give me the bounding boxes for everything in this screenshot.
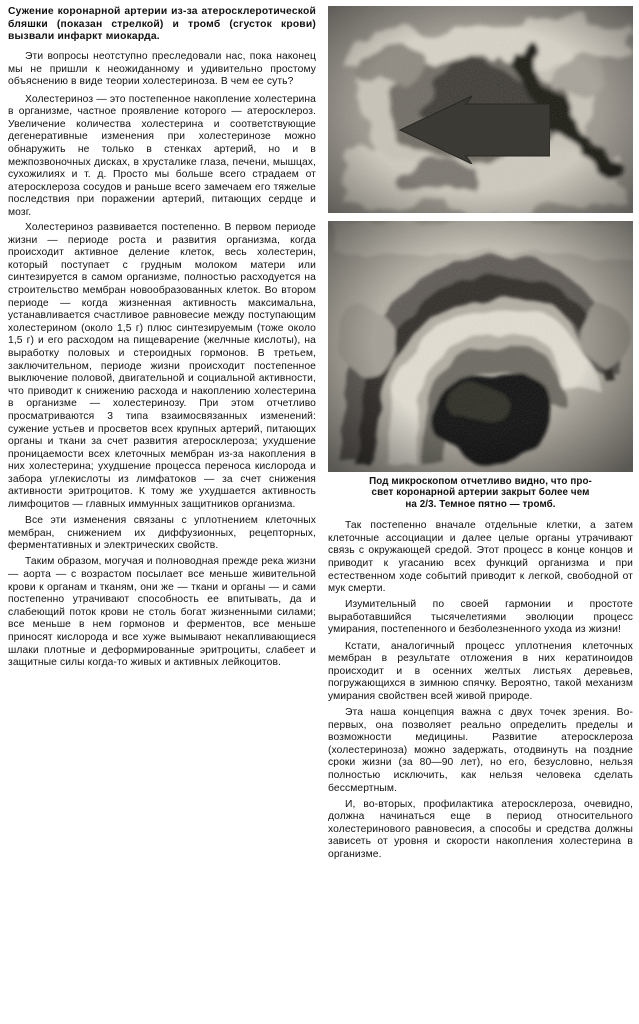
artery-photo-top	[328, 6, 633, 213]
right-column	[328, 6, 633, 862]
left-column	[8, 6, 316, 1018]
caption-line: свет коронарной артерии закрыт более чем	[371, 487, 590, 499]
figure-lead-caption: Сужение коронарной артерии из-за атеросклеротической бляшки (показан стрелкой) и тромб (сгусток крови) вызвали инфаркт миокарда.	[8, 6, 316, 43]
pointer-arrow-icon	[380, 94, 550, 164]
paragraph: Эта наша концепция важна с двух точек зрения. Во-первых, она позволяет реально определить пределы и возможности медицины. Развитие атеросклероза (холестериноза) можно задержать, отодвинуть на поздние сроки жизни (за 80—90 лет), но его, безусловно, нельзя полностью исключить, как нельзя человека сделать бессмертным.	[328, 707, 633, 794]
paragraph: Холестериноз — это постепенное накопление холестерина в организме, частное проявление которого — атеросклероз. Увеличение количества холестерина и соответствующие дегенеративные изменения при холестеринозе можно обнаружить не только в стенках артерий, но и в межпозвоночных дисках, в хрусталике глаза, печени, мышцах, сухожилиях и т. д. Просто мы больше всего страдаем от атеросклероза сосудов и раньше всего замечаем его тяжелые последствия при поражении артерий, питающих сердце и мозг.	[8, 93, 316, 218]
caption-line: Под микроскопом отчетливо видно, что про-	[369, 476, 592, 487]
artery-photo-bottom	[328, 221, 633, 472]
paragraph: Холестериноз развивается постепенно. В первом периоде жизни — периоде роста и развития организма, когда происходит активное деление клеток, весь холестерин, который поступает с грудным молоком матери или синтезируется в самом организме, полностью расходуется на строительство мембран новообразованных клеток. Во втором периоде — когда жизненная активность максимальна, устанавливается счастливое равновесие между поступающим холестерином (около 1,5 г) плюс синтезируемым (тоже около 1,5 г) и его расходом на пищеварение (желчные кислоты), на выработку половых и стероидных гормонов. В третьем, заключительном, периоде жизни происходит постепенное выключение половой, двигательной и социальной активности, что приводит к снижению расхода и накоплению холестерина в организме — холестеринозу. При этом отчетливо просматриваются 3 типа взаимосвязанных изменений: сужение устьев и просветов всех крупных артерий, питающих органы и ткани за счет развития атеросклероза; ухудшение проницаемости всех клеточных мембран из-за накопления в них холестерина; ухудшение процесса переноса кислорода и забора углекислоты из лимфатоков — за счет снижения активности эритроцитов. К тому же ухудшается активность лимфоцитов — главных иммунных защитников организма.	[8, 222, 316, 511]
paragraph: Все эти изменения связаны с уплотнением клеточных мембран, снижением их диффузионных, рецепторных, ферментативных и электрических свойств.	[8, 515, 316, 552]
paragraph: Кстати, аналогичный процесс уплотнения клеточных мембран в результате отложения в них кератиноидов происходит и в осенних желтых листьях деревьев, погружающихся в зимнюю спячку. Вероятно, такой механизм умирания свойствен всей живой природе.	[328, 640, 633, 702]
paragraph: Изумительный по своей гармонии и простоте выработавшийся тысячелетиями эволюции процесс умирания, постепенного и безболезненного ухода из жизни!	[328, 599, 633, 636]
photo-caption	[328, 476, 633, 510]
paragraph: Так постепенно вначале отдельные клетки, а затем клеточные ассоциации и далее целые органы утрачивают связь с окружающей средой. Этот процесс в конце концов и приводит к угасанию всех функций организма и при естественном ходе событий приводит к легкой, свободной от мук смерти.	[328, 520, 633, 595]
paragraph: Эти вопросы неотступно преследовали нас, пока наконец мы не пришли к неожиданному и удивительно простому объяснению в виде теории холестериноза. В чем ее суть?	[8, 51, 316, 88]
paragraph: Таким образом, могучая и полноводная прежде река жизни — аорта — с возрастом посылает все меньше живительной крови к органам и тканям, они же — ткани и органы — и сами постепенно утрачивают способность ее впитывать, да и слабеющий поток крови не столь богат жизненными силами; все меньше в нем гормонов и ферментов, все меньше приносят кислорода и все хуже вымывают некапливающиеся шлаки плотные и деформированные эритроциты, слабеет и защитные силы когда-то живых и активных лейкоцитов.	[8, 556, 316, 669]
paragraph: И, во-вторых, профилактика атеросклероза, очевидно, должна начинаться еще в период относительного холестеринового равновесия, а способы и средства должны зависеть от уровня и скорости накопления холестерина в организме.	[328, 798, 633, 861]
caption-line: на 2/3. Темное пятно — тромб.	[405, 498, 556, 510]
